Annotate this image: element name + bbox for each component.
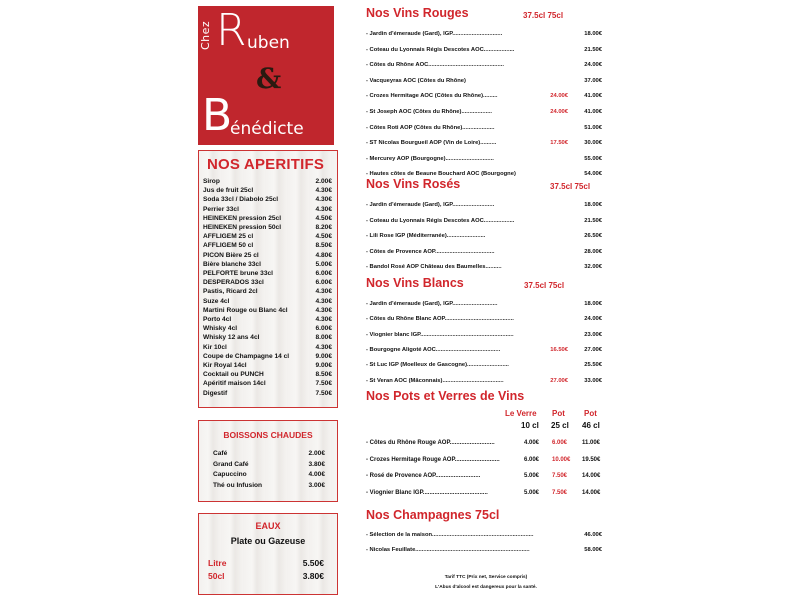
logo-r: R	[216, 6, 247, 56]
wine-label: - Jardin d'émeraude (Gard), IGP	[366, 202, 453, 208]
water-price: 5.50€	[302, 558, 324, 568]
pot-dots: .......................................	[422, 489, 488, 496]
wine-price-full: 41.00€	[584, 93, 602, 100]
logo-enedicte: énédicte	[230, 119, 304, 139]
wine-dots: ..........	[480, 140, 497, 147]
hot-drink-name: Grand Café	[213, 460, 249, 468]
footer-alcohol-warning: L'Abus d'alcool est dangereux pour la santé.	[435, 585, 537, 590]
wine-row	[366, 330, 602, 340]
wine-row	[366, 345, 602, 355]
wine-label: - Côtes du Rhône AOC	[366, 62, 429, 69]
pots-header-verre: Le Verre	[505, 409, 537, 418]
wine-price-full: 41.00€	[584, 109, 602, 115]
pot-name	[366, 488, 488, 498]
wine-label: - Coteau du Lyonnais Régis Descotes AOC	[366, 46, 484, 53]
wine-name	[366, 530, 534, 540]
wine-name	[366, 138, 496, 148]
wine-price-full: 32.00€	[584, 264, 602, 271]
aperitif-name: Martini Rouge ou Blanc 4cl	[203, 306, 288, 314]
aperitif-name: Bière blanche 33cl	[203, 260, 261, 268]
aperitif-row	[203, 287, 335, 296]
aperitif-name: Porto 4cl	[203, 316, 232, 323]
aperitif-name: Suze 4cl	[203, 297, 230, 305]
wine-row	[366, 376, 602, 386]
wine-label: - St Veran AOC (Mâconnais)	[366, 377, 443, 384]
aperitif-name: Soda 33cl / Diabolo 25cl	[203, 196, 279, 204]
wine-label: - Jardin d'émeraude (Gard), IGP	[366, 31, 453, 37]
wine-price-full: 27.00€	[584, 346, 602, 353]
aperitif-row	[203, 389, 335, 398]
wine-dots: ......................................	[442, 377, 504, 384]
wine-dots: ........................................	[435, 346, 501, 353]
pots-title: Nos Pots et Verres de Vins	[366, 389, 525, 403]
wine-price-full: 21.50€	[584, 46, 602, 53]
pot-price-verre: 5.00€	[524, 473, 540, 479]
wine-label: - Lili Rose IGP (Méditerranée)	[366, 233, 447, 240]
pot-price-verre: 5.00€	[524, 489, 540, 496]
pot-name	[366, 438, 495, 448]
aperitif-name: Kir 10cl	[203, 343, 227, 351]
wine-name	[366, 200, 494, 210]
wine-price-half: 17.50€	[550, 140, 568, 147]
wine-dots: ..........	[485, 264, 502, 271]
wine-price-full: 54.00€	[584, 171, 602, 178]
rose-wines-title: Nos Vins Rosés	[366, 177, 461, 191]
wine-dots: ...............................	[452, 31, 503, 37]
pot-dots: ...........................	[435, 473, 481, 479]
wine-dots: ..............................	[445, 155, 494, 162]
wine-name	[366, 76, 466, 86]
wine-row	[366, 29, 602, 39]
aperitif-name: Coupe de Champagne 14 cl	[203, 352, 290, 360]
aperitif-row	[203, 306, 335, 315]
pot-price-46cl: 11.00€	[582, 440, 601, 446]
aperitif-name: Digestif	[203, 389, 228, 397]
aperitif-price: 7.50€	[315, 380, 332, 388]
water-row	[208, 571, 324, 581]
pot-label: - Côtes du Rhône Rouge AOP	[366, 440, 450, 446]
aperitif-price: 9.00€	[315, 362, 332, 369]
hot-drink-name: Capuccino	[213, 471, 247, 478]
red-wines-title: Nos Vins Rouges	[366, 6, 469, 20]
water-price: 3.80€	[302, 571, 324, 581]
aperitif-row	[203, 343, 335, 352]
restaurant-logo	[198, 6, 334, 145]
pot-label: - Rosé de Provence AOP	[366, 473, 436, 479]
aperitifs-panel	[198, 150, 338, 408]
aperitif-price: 8.50€	[315, 371, 332, 379]
wine-name	[366, 299, 497, 309]
wine-row	[366, 107, 602, 117]
wine-name	[366, 376, 504, 386]
waters-title: EAUX	[255, 521, 281, 531]
pots-header-pot1: Pot	[552, 409, 565, 418]
aperitif-price: 4.50€	[315, 214, 332, 222]
white-wines-title: Nos Vins Blancs	[366, 276, 464, 290]
hot-drink-row	[213, 461, 325, 468]
aperitif-name: PELFORTE brune 33cl	[203, 270, 273, 277]
pot-price-25cl: 6.00€	[552, 440, 568, 446]
logo-chez: Chez	[199, 20, 212, 50]
wine-price-full: 18.00€	[584, 202, 602, 208]
pot-dots: ...........................	[454, 456, 500, 463]
aperitif-name: Jus de fruit 25cl	[203, 187, 254, 195]
wine-price-full: 33.00€	[584, 377, 602, 384]
wine-row	[366, 231, 602, 241]
logo-b: B	[202, 90, 233, 141]
wine-price-full: 21.50€	[584, 217, 602, 224]
aperitif-row	[203, 260, 335, 269]
aperitif-name: Kir Royal 14cl	[203, 362, 247, 369]
wine-price-full: 18.00€	[584, 31, 602, 37]
aperitif-name: HEINEKEN pression 50cl	[203, 224, 282, 231]
wine-price-full: 24.00€	[584, 316, 602, 323]
aperitif-price: 9.00€	[315, 352, 332, 360]
wine-row	[366, 138, 602, 148]
aperitif-row	[203, 278, 335, 287]
aperitif-name: AFFLIGEM 25 cl	[203, 233, 254, 241]
wine-dots: .....................................	[434, 248, 495, 255]
wine-row	[366, 530, 602, 540]
wine-label: - Mercurey AOP (Bourgogne)	[366, 155, 446, 162]
hot-drink-row	[213, 450, 325, 457]
wine-dots: ...........................................	[444, 316, 514, 323]
aperitif-name: PICON Bière 25 cl	[203, 251, 259, 259]
wine-dots: ....................	[462, 124, 495, 131]
aperitif-row	[203, 205, 335, 214]
wine-price-full: 18.00€	[584, 301, 602, 307]
wine-label: - Côtes Roti AOP (Côtes du Rhône)	[366, 124, 463, 131]
pot-price-46cl: 14.00€	[582, 489, 601, 496]
hot-drink-name: Café	[213, 450, 228, 457]
pot-price-46cl: 19.50€	[582, 456, 601, 463]
aperitif-price: 4.30€	[315, 196, 332, 204]
aperitif-price: 4.30€	[315, 306, 332, 314]
aperitif-price: 4.30€	[315, 316, 332, 323]
wine-dots: ........................	[446, 233, 486, 240]
wine-label: - Bandol Rosé AOP Château des Baumelles	[366, 264, 486, 271]
aperitif-price: 2.00€	[315, 178, 332, 185]
aperitif-name: DESPERADOS 33cl	[203, 279, 264, 287]
pot-price-verre: 6.00€	[524, 456, 540, 463]
water-row	[208, 558, 324, 568]
hot-drinks-panel	[198, 420, 338, 502]
champagnes-title: Nos Champagnes 75cl	[366, 508, 500, 522]
water-size: Litre	[208, 558, 227, 568]
wine-price-half: 24.00€	[550, 93, 568, 100]
wine-row	[366, 45, 602, 55]
aperitif-row	[203, 269, 335, 278]
pot-row	[366, 471, 606, 481]
wine-price-half: 16.50€	[550, 346, 568, 353]
wine-dots: ...............................................................	[432, 532, 534, 538]
pot-label: - Crozes Hermitage Rouge AOP	[366, 456, 455, 463]
wine-price-full: 58.00€	[584, 547, 602, 553]
aperitif-name: Apéritif maison 14cl	[203, 380, 266, 388]
wine-name	[366, 154, 494, 164]
aperitif-price: 7.50€	[315, 389, 332, 397]
logo-uben: uben	[247, 33, 290, 53]
aperitifs-title: NOS APERITIFS	[207, 156, 325, 173]
aperitif-row	[203, 223, 335, 232]
aperitif-row	[203, 379, 335, 388]
rose-wines-header: 37.5cl 75cl	[550, 182, 591, 191]
wine-label: - ST Nicolas Bourgueil AOP (Vin de Loire)	[366, 140, 481, 147]
aperitif-row	[203, 333, 335, 342]
wine-row	[366, 545, 602, 555]
wine-label: - St Joseph AOC (Côtes du Rhône)	[366, 109, 462, 115]
aperitif-price: 5.00€	[315, 260, 332, 268]
pot-row	[366, 488, 606, 498]
pots-size-pot2: 46 cl	[582, 421, 600, 430]
pot-name	[366, 471, 480, 481]
aperitif-price: 6.00€	[315, 325, 332, 333]
hot-drink-price: 4.00€	[308, 471, 325, 478]
aperitif-row	[203, 315, 335, 324]
aperitif-price: 8.50€	[315, 242, 332, 250]
aperitif-name: Perrier 33cl	[203, 205, 239, 213]
wine-price-full: 55.00€	[584, 155, 602, 162]
wine-price-half: 27.00€	[550, 377, 568, 384]
wine-price-full: 23.00€	[584, 331, 602, 338]
water-size: 50cl	[208, 571, 225, 581]
wine-price-full: 46.00€	[584, 532, 602, 538]
white-wines-header: 37.5cl 75cl	[524, 281, 565, 290]
aperitif-row	[203, 177, 335, 186]
wine-name	[366, 29, 502, 39]
aperitif-name: Cocktail ou PUNCH	[203, 371, 264, 379]
hot-drink-price: 2.00€	[308, 450, 325, 457]
wine-row	[366, 314, 602, 324]
aperitif-row	[203, 195, 335, 204]
wine-label: - Hautes côtes de Beaune Bouchard AOC (Bourgogne)	[366, 171, 516, 178]
wine-label: - Côtes de Provence AOP	[366, 248, 435, 255]
aperitif-price: 4.30€	[315, 343, 332, 351]
aperitif-row	[203, 186, 335, 195]
pot-price-25cl: 7.50€	[552, 489, 568, 496]
wine-row	[366, 299, 602, 309]
wine-dots: ...................	[483, 217, 515, 224]
wine-price-full: 28.00€	[584, 248, 602, 255]
aperitif-price: 4.30€	[315, 205, 332, 213]
aperitif-row	[203, 214, 335, 223]
aperitif-row	[203, 361, 335, 370]
pot-price-25cl: 10.00€	[552, 456, 571, 463]
aperitif-row	[203, 297, 335, 306]
wine-label: - Sélection de la maison	[366, 532, 433, 538]
wine-name	[366, 262, 502, 272]
wine-dots: ..........................	[452, 202, 495, 208]
aperitif-row	[203, 370, 335, 379]
wine-label: - Coteau du Lyonnais Régis Descotes AOC	[366, 217, 484, 224]
pot-price-verre: 4.00€	[524, 440, 540, 446]
wine-label: - St Luc IGP (Moelleux de Gascogne)	[366, 362, 468, 369]
wine-label: - Bourgogne Aligoté AOC	[366, 346, 436, 353]
aperitif-name: HEINEKEN pression 25cl	[203, 214, 282, 222]
wine-dots: ...............................................	[428, 62, 504, 69]
aperitif-row	[203, 324, 335, 333]
wine-label: - Crozes Hermitage AOC (Côtes du Rhône)	[366, 93, 484, 100]
pots-size-pot1: 25 cl	[551, 421, 569, 430]
aperitif-row	[203, 251, 335, 260]
wine-label: - Viognier blanc IGP	[366, 331, 421, 338]
pot-row	[366, 438, 606, 448]
wine-dots: .......................................................................	[415, 547, 530, 553]
wine-name	[366, 545, 530, 555]
wine-row	[366, 154, 602, 164]
hot-drink-row	[213, 471, 325, 478]
hot-drink-row	[213, 482, 325, 489]
wine-dots: ..........................	[467, 362, 509, 369]
wine-name	[366, 330, 514, 340]
aperitif-price: 4.30€	[315, 187, 332, 195]
wine-price-full: 25.50€	[584, 362, 602, 369]
wine-dots: ...................	[461, 109, 493, 115]
waters-panel	[198, 513, 338, 595]
aperitif-price: 4.30€	[315, 297, 332, 305]
wine-price-full: 30.00€	[584, 140, 602, 147]
wine-price-full: 24.00€	[584, 62, 602, 69]
aperitif-name: AFFLIGEM 50 cl	[203, 242, 254, 250]
wine-label: - Côtes du Rhône Blanc AOP	[366, 316, 445, 323]
hot-drinks-title: BOISSONS CHAUDES	[223, 430, 313, 440]
wine-row	[366, 247, 602, 257]
wine-price-full: 37.00€	[584, 77, 602, 84]
wine-name	[366, 314, 514, 324]
aperitif-name: Whisky 12 ans 4cl	[203, 334, 260, 342]
pot-price-46cl: 14.00€	[582, 473, 601, 479]
wine-row	[366, 200, 602, 210]
wine-label: - Nicolas Feuillate	[366, 547, 416, 553]
pots-size-verre: 10 cl	[521, 421, 539, 430]
aperitif-name: Whisky 4cl	[203, 325, 238, 333]
hot-drink-price: 3.80€	[308, 460, 325, 468]
wine-name	[366, 247, 495, 257]
wine-name	[366, 360, 509, 370]
hot-drink-price: 3.00€	[308, 481, 325, 489]
wine-name	[366, 345, 500, 355]
aperitif-row	[203, 352, 335, 361]
wine-row	[366, 91, 602, 101]
wine-price-half: 24.00€	[550, 109, 568, 115]
red-wines-header: 37.5cl 75cl	[523, 11, 564, 20]
wine-dots: .........	[483, 93, 498, 100]
pot-label: - Viognier Blanc IGP	[366, 489, 423, 496]
aperitif-price: 8.20€	[315, 224, 332, 231]
pot-price-25cl: 7.50€	[552, 473, 568, 479]
aperitif-price: 6.00€	[315, 270, 332, 277]
aperitif-row	[203, 232, 335, 241]
hot-drink-name: Thé ou Infusion	[213, 481, 263, 489]
pot-row	[366, 455, 606, 465]
wine-row	[366, 262, 602, 272]
wine-name	[366, 123, 495, 133]
wine-row	[366, 123, 602, 133]
wine-row	[366, 360, 602, 370]
aperitif-name: Sirop	[203, 178, 220, 185]
wine-dots: ............................	[452, 301, 498, 307]
wine-row	[366, 216, 602, 226]
wine-name	[366, 107, 492, 117]
footer-tarif: Tarif TTC (Prix net, Service compris)	[444, 575, 528, 580]
wine-name	[366, 60, 504, 70]
wine-name	[366, 91, 498, 101]
aperitif-name: Pastis, Ricard 2cl	[203, 288, 258, 296]
wine-row	[366, 60, 602, 70]
pot-name	[366, 455, 500, 465]
aperitif-price: 8.00€	[315, 334, 332, 342]
wine-name	[366, 45, 514, 55]
aperitif-price: 4.50€	[315, 233, 332, 241]
aperitif-row	[203, 241, 335, 250]
pot-dots: ...........................	[449, 440, 495, 446]
pots-header-pot2: Pot	[584, 409, 597, 418]
wine-price-full: 26.50€	[584, 233, 602, 240]
wine-name	[366, 231, 485, 241]
logo-ampersand: &	[256, 62, 282, 95]
waters-subtitle: Plate ou Gazeuse	[230, 536, 306, 546]
wine-name	[366, 216, 514, 226]
aperitif-price: 6.00€	[315, 279, 332, 287]
wine-label: - Jardin d'émeraude (Gard), IGP	[366, 301, 453, 307]
wine-dots: ..........................................................	[420, 331, 514, 338]
aperitif-price: 4.30€	[315, 288, 332, 296]
wine-label: - Vacqueyras AOC (Côtes du Rhône)	[366, 77, 466, 84]
aperitif-price: 4.80€	[315, 251, 332, 259]
wine-dots: ...................	[483, 46, 515, 53]
wine-price-full: 51.00€	[584, 124, 602, 131]
wine-row	[366, 76, 602, 86]
